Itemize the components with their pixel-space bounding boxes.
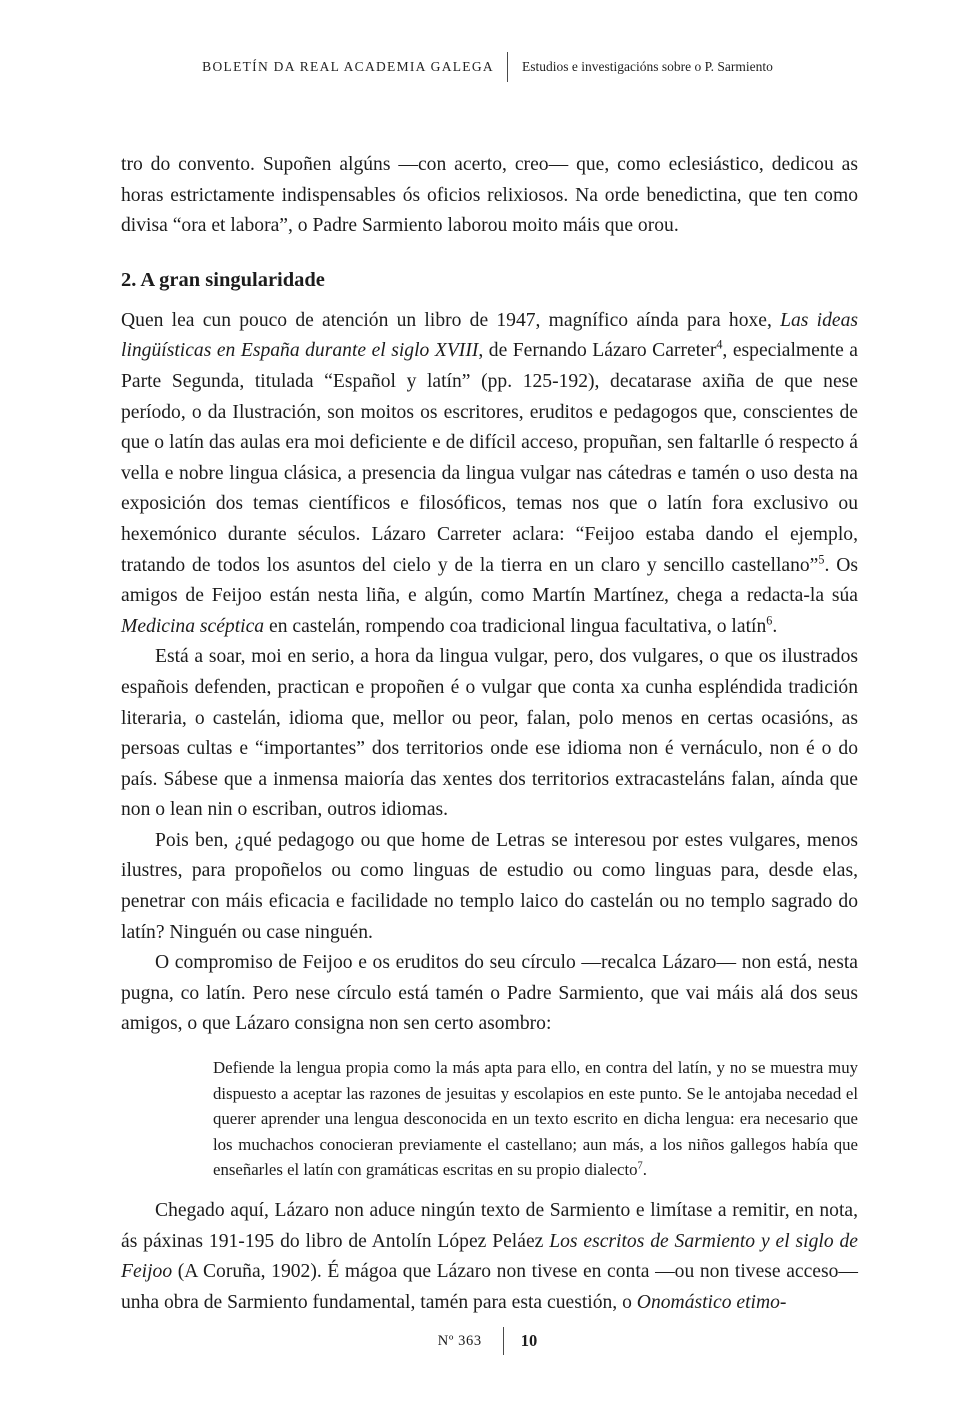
body-paragraph [121,150,858,242]
footnote-reference: 7 [637,1160,643,1172]
issue-number: Nº 363 [437,1332,482,1349]
work-title: Los escritos de Sarmiento y el siglo de Feijoo [121,1230,858,1283]
text-run: (A Coruña, 1902). É mágoa que Lázaro non tivese en conta —ou non tivese acceso— unha obra de Sarmiento fundamental, tamén para esta cuestión, o [121,1261,858,1313]
section-heading: 2. A gran singularidade [121,268,325,291]
text-run: . [772,615,778,637]
body-paragraph [121,306,858,643]
footnote-reference: 4 [716,337,723,352]
body-paragraph [121,948,858,1040]
text-run: , especialmente a Parte Segunda, titulada “Español y latín” (pp. 125-192), decatarase axiña de que nese período, o da Ilustración, son moitos os escritores, eruditos e pedagogos que, conscientes de que o latín das aulas era moi deficiente e de difícil acceso, propuñan, sen faltarlle ó respecto á vella e nobre lingua clásica, a presencia da lingua vulgar nas cátedras e tamén o uso desta na exposición dos temas científicos e filosóficos, temas nos que o latín fora exclusivo ou hexemónico durante séculos. Lázaro Carreter aclara: “Feijoo estaba dando el ejemplo, tratando de todos los asuntos del cielo y de la tierra en un claro y sencillo castellano” [121,340,858,576]
text-run: . Os amigos de Feijoo están nesta liña, e algún, como Martín Martínez, chega a redacta-la súa [121,554,859,607]
text-run: , de Fernando Lázaro Carreter [478,340,717,362]
text-run: en castelán, rompendo coa tradicional lingua facultativa, o latín [264,615,767,637]
work-title: Onomástico etimo- [636,1291,787,1313]
body-paragraph [121,1196,858,1318]
work-title: Medicina scéptica [121,615,265,637]
page-content [121,150,858,1318]
text-run: Está a soar, moi en serio, a hora da lingua vulgar, pero, dos vulgares, o que os ilustrados españois defenden, practican e propoñen é o vulgar que conta xa cunha espléndida tradición literaria, o castelán, idioma que, mellor ou peor, falan, polo menos en certas ocasións, as persoas cultas e “importantes” dos territorios onde ese idioma non é vernáculo, non é o do país. Sábese que a inmensa maioría das xentes dos territorios extracasteláns falan, aínda que non o lean nin o escriban, outros idiomas. [121,646,858,821]
text-run: Pois ben, ¿qué pedagogo ou que home de Letras se interesou por estes vulgares, menos ilustres, para propoñelos ou como linguas de estudio ou como linguas para, desde elas, penetrar con máis eficacia e facilidade no templo laico do castelán ou no templo sagrado do latín? Ninguén ou case ninguén. [121,829,858,943]
work-title: Las ideas lingüísticas en España durante el siglo XVIII [121,309,859,362]
text-run: Quen lea cun pouco de atención un libro de 1947, magnífico aínda para hoxe, [121,309,781,331]
block-quote [213,1055,858,1183]
footnote-reference: 6 [766,613,773,628]
body-paragraph [121,826,858,948]
page-footer [0,1327,975,1355]
text-run: tro do convento. Supoñen algúns —con acerto, creo— que, como eclesiástico, dedicou as horas estrictamente indispensables ós oficios relixiosos. Na orde benedictina, que ten como divisa “ora et labora”, o Padre Sarmiento laborou moito máis que orou. [121,154,858,237]
footnote-reference: 5 [818,552,825,566]
text-run: O compromiso de Feijoo e os eruditos do seu círculo —recalca Lázaro— non está, nesta pugna, co latín. Pero nese círculo está tamén o Padre Sarmiento, que vai máis alá dos seus amigos, o que Lázaro consigna non sen certo asombro: [121,952,858,1035]
text-run: Defiende la lengua propia como la más apta para ello, en contra del latín, y no se muestra muy dispuesto a aceptar las razones de jesuitas y escolapios en este punto. Se le antojaba necedad el querer aprender una lengua desconocida en un texto escrito en dicha lengua: era necesario que los muchachos conocieran previamente el castellano; aun más, a los niños gallegos había que enseñarles el latín con gramáticas escritas en su propio dialecto [213,1058,858,1180]
page-number: 10 [520,1331,538,1350]
body-paragraph [121,642,858,826]
text-run: . [642,1160,647,1180]
journal-title: BOLETÍN DA REAL ACADEMIA GALEGA [202,59,494,74]
section-title: Estudios e investigacións sobre o P. Sarmiento [521,59,773,74]
page-header [0,52,975,82]
text-run: Chegado aquí, Lázaro non aduce ningún texto de Sarmiento e limítase a remitir, en nota, ás páxinas 191-195 do libro de Antolín López Peláez [121,1200,858,1252]
